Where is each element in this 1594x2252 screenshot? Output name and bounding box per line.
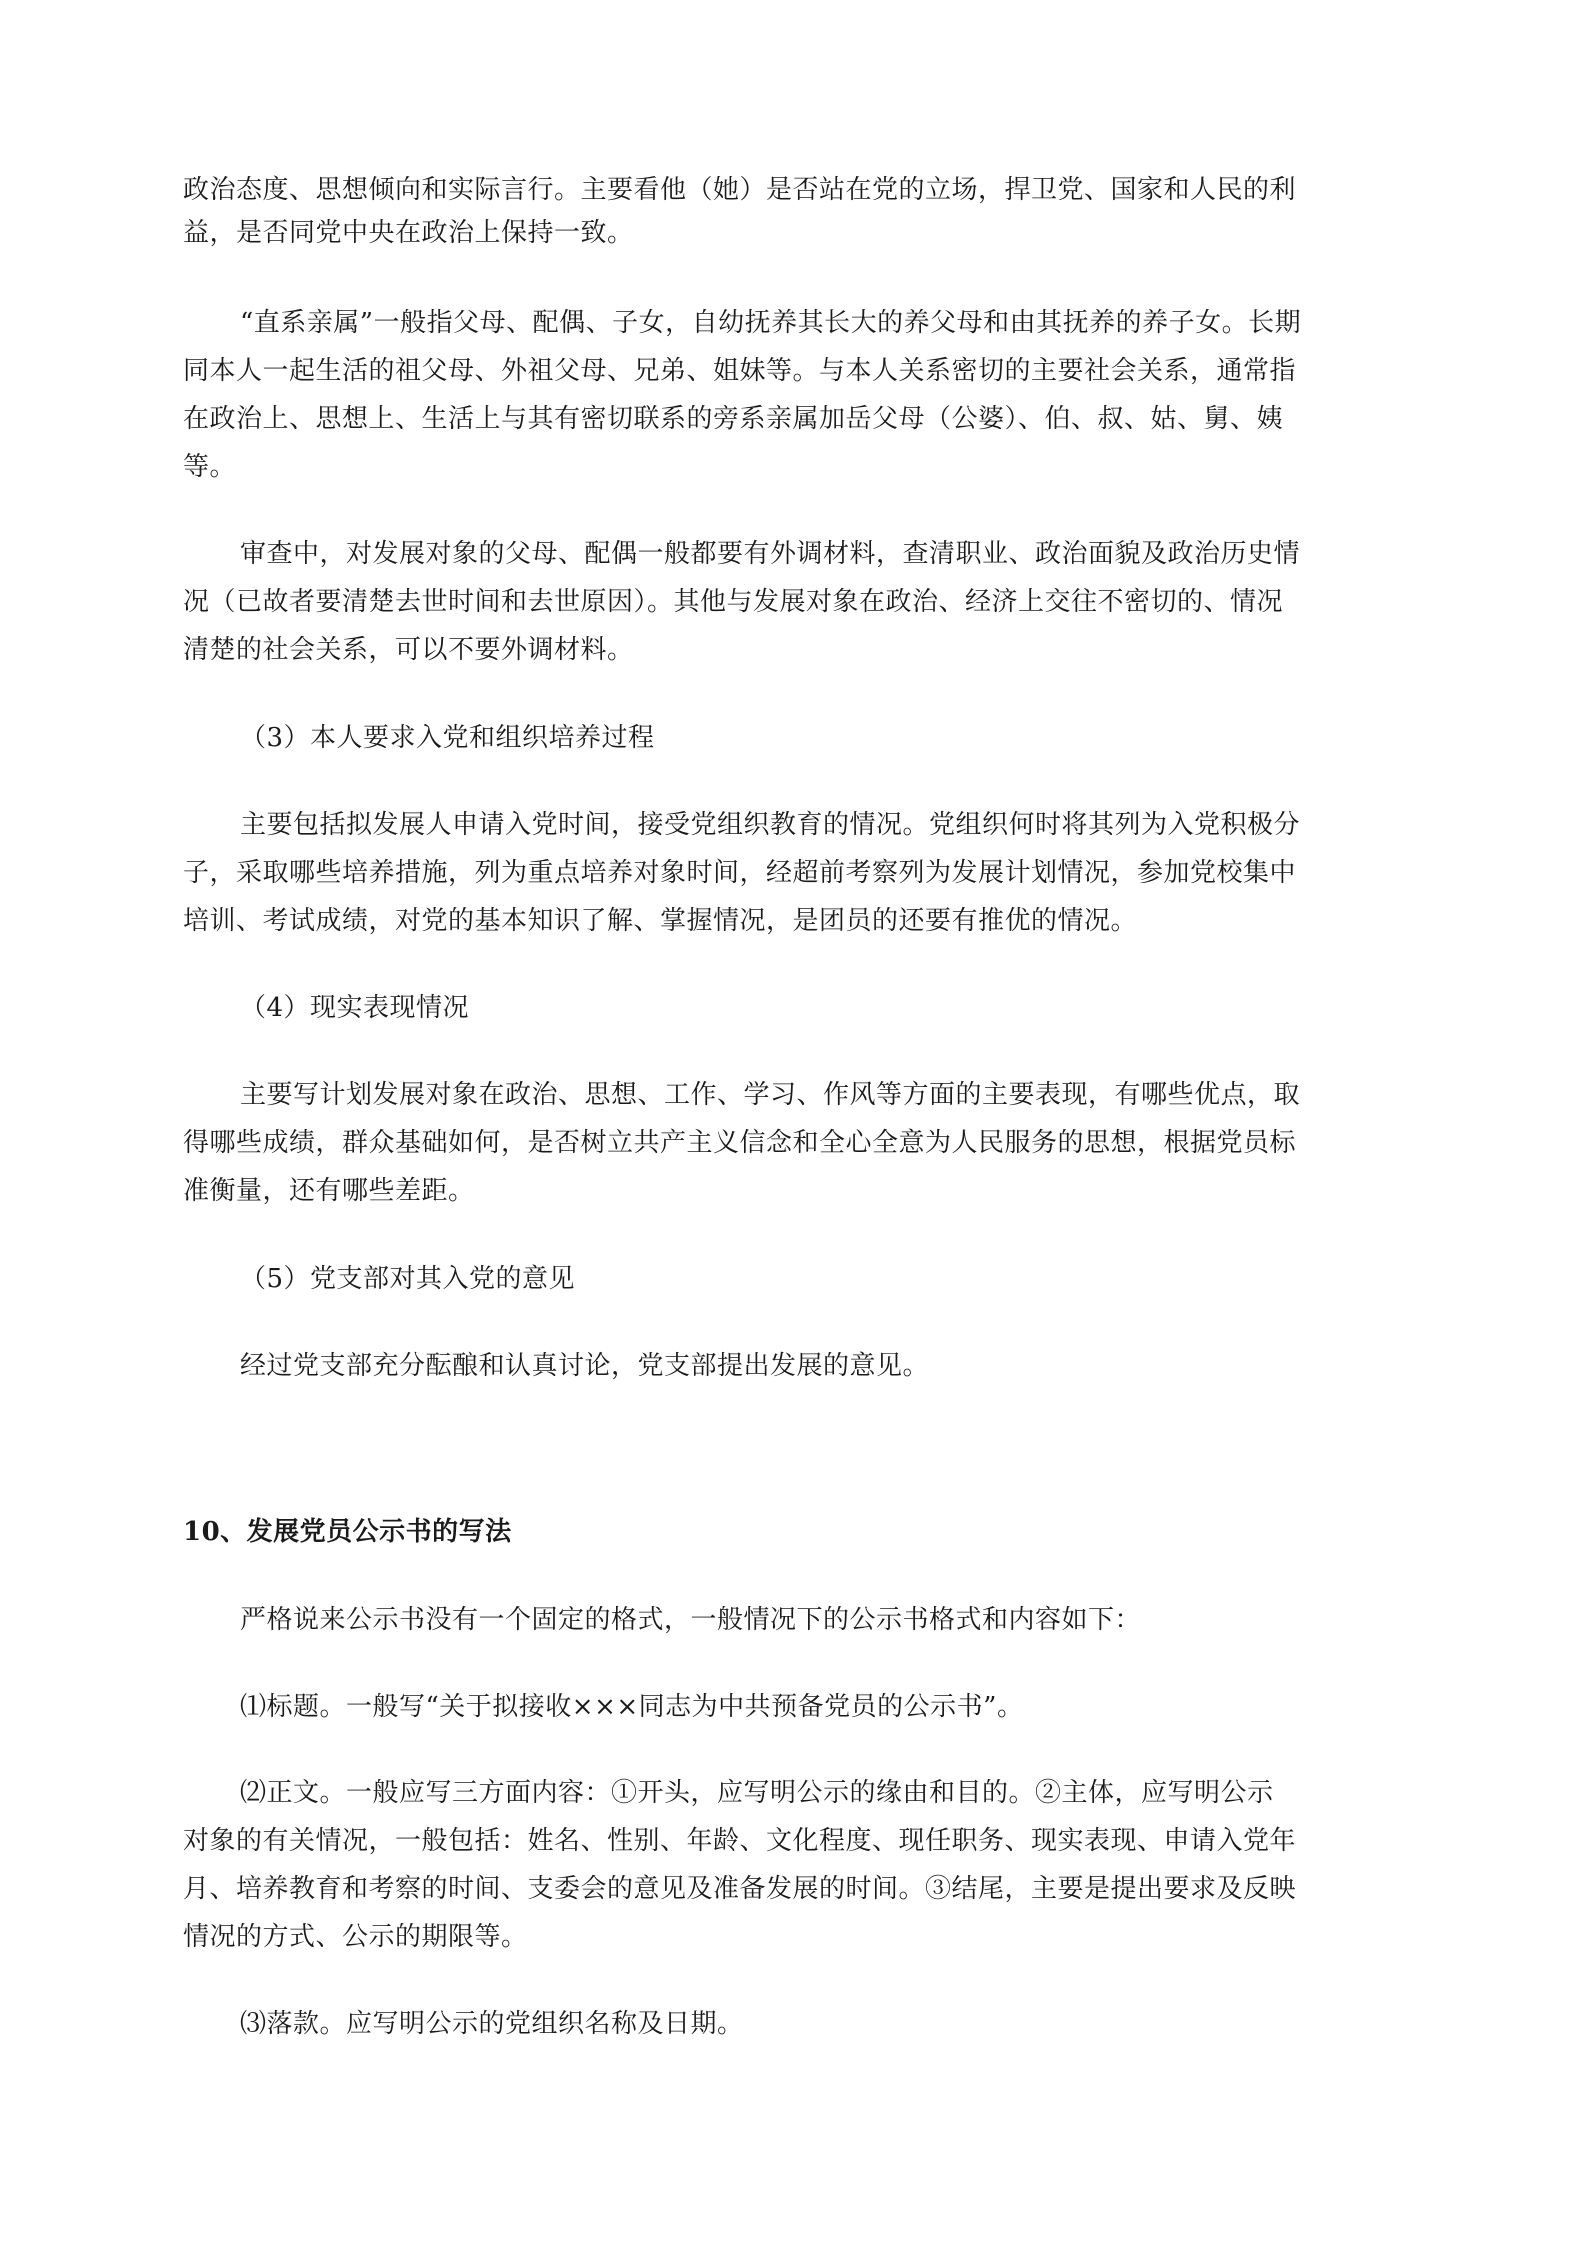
text-line: 月、培养教育和考察的时间、支委会的意见及准备发展的时间。③结尾，主要是提出要求及反映: [183, 1874, 1297, 1904]
text-line: 益，是否同党中央在政治上保持一致。: [183, 218, 634, 248]
text-line: 清楚的社会关系，可以不要外调材料。: [183, 635, 634, 665]
text-line: ⑶落款。应写明公示的党组织名称及日期。: [240, 2009, 744, 2039]
text-line: （3）本人要求入党和组织培养过程: [240, 723, 655, 753]
text-line: 培训、考试成绩，对党的基本知识了解、掌握情况，是团员的还要有推优的情况。: [183, 906, 1138, 936]
text-line: 主要包括拟发展人申请入党时间，接受党组织教育的情况。党组织何时将其列为入党积极分: [240, 810, 1301, 840]
text-line: 严格说来公示书没有一个固定的格式，一般情况下的公示书格式和内容如下：: [240, 1605, 1142, 1635]
text-line: 得哪些成绩，群众基础如何，是否树立共产主义信念和全心全意为人民服务的思想，根据党员标: [183, 1128, 1297, 1158]
text-line: “直系亲属”一般指父母、配偶、子女，自幼抚养其长大的养父母和由其抚养的养子女。长期: [240, 308, 1302, 338]
text-line: ⑴标题。一般写“关于拟接收×××同志为中共预备党员的公示书”。: [240, 1692, 1024, 1722]
text-line: 经过党支部充分酝酿和认真讨论，党支部提出发展的意见。: [240, 1351, 930, 1381]
text-line: （5）党支部对其入党的意见: [240, 1264, 576, 1294]
text-line: 审查中，对发展对象的父母、配偶一般都要有外调材料，查清职业、政治面貌及政治历史情: [240, 539, 1301, 569]
text-line: ⑵正文。一般应写三方面内容：①开头，应写明公示的缘由和目的。②主体，应写明公示: [240, 1778, 1274, 1808]
text-line: 等。: [183, 452, 237, 482]
text-line: 对象的有关情况，一般包括：姓名、性别、年龄、文化程度、现任职务、现实表现、申请入党年: [183, 1826, 1297, 1856]
text-line: 10、发展党员公示书的写法: [183, 1517, 512, 1547]
text-line: 情况的方式、公示的期限等。: [183, 1922, 528, 1952]
text-line: （4）现实表现情况: [240, 993, 470, 1023]
text-line: 在政治上、思想上、生活上与其有密切联系的旁系亲属加岳父母（公婆）、伯、叔、姑、舅、姨: [183, 404, 1284, 434]
text-line: 同本人一起生活的祖父母、外祖父母、兄弟、姐妹等。与本人关系密切的主要社会关系，通常指: [183, 356, 1297, 386]
text-line: 主要写计划发展对象在政治、思想、工作、学习、作风等方面的主要表现，有哪些优点，取: [240, 1080, 1301, 1110]
text-line: 况（已故者要清楚去世时间和去世原因）。其他与发展对象在政治、经济上交往不密切的、情况: [183, 587, 1284, 617]
text-line: 子，采取哪些培养措施，列为重点培养对象时间，经超前考察列为发展计划情况，参加党校集中: [183, 858, 1297, 888]
text-line: 准衡量，还有哪些差距。: [183, 1176, 475, 1206]
text-line: 政治态度、思想倾向和实际言行。主要看他（她）是否站在党的立场，捍卫党、国家和人民的利: [183, 175, 1297, 205]
